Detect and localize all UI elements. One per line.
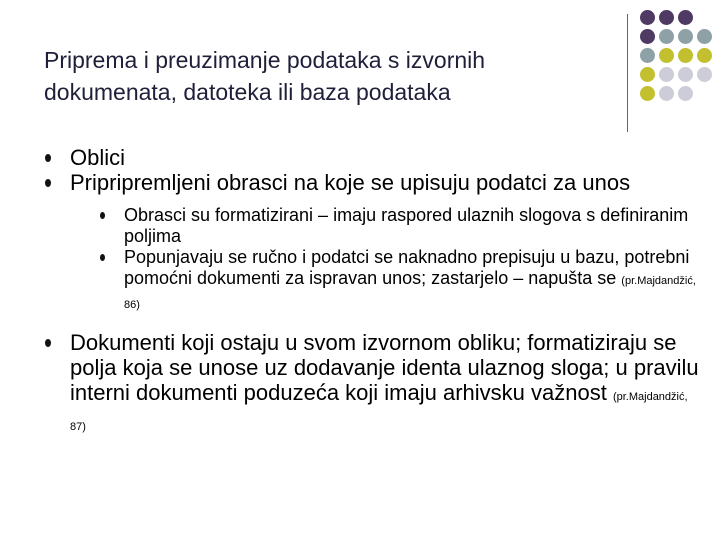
decorative-dot [678, 67, 693, 82]
decorative-dot [659, 48, 674, 63]
decorative-dot [640, 67, 655, 82]
decorative-dot [659, 67, 674, 82]
bullet-list [44, 145, 704, 440]
decorative-dot [678, 48, 693, 63]
decorative-dot [659, 29, 674, 44]
slide-title: Priprema i preuzimanje podataka s izvornih dokumenata, datoteka ili baza podataka [44, 47, 486, 105]
decorative-dot [697, 67, 712, 82]
sub-bullet-list [70, 205, 704, 316]
decorative-dot [640, 29, 655, 44]
bullet-item [44, 330, 704, 440]
sub-bullet-item [98, 247, 704, 316]
decorative-dot [640, 48, 655, 63]
decorative-dot [697, 48, 712, 63]
decorative-dot [678, 29, 693, 44]
sub-bullet-item [98, 205, 704, 247]
decorative-dot [659, 10, 674, 25]
decorative-dot [640, 10, 655, 25]
bullet-item [44, 170, 704, 316]
decorative-dot [678, 10, 693, 25]
decorative-dot-grid [640, 10, 720, 130]
bullet-text: Oblici [70, 145, 126, 170]
divider-line [627, 14, 628, 132]
bullet-item [44, 145, 704, 170]
sub-bullet-text: Popunjavaju se ručno i podatci se naknadno prepisuju u bazu, potrebni pomoćni dokumenti za ispravan unos; zastarjelo – napušta se [124, 247, 690, 288]
decorative-dot [678, 86, 693, 101]
citation: (pr.Majdandžić, 87) [70, 391, 688, 433]
sub-bullet-text: Obrasci su formatizirani – imaju raspored ulaznih slogova s definiranim poljima [124, 205, 689, 246]
decorative-dot [697, 29, 712, 44]
decorative-dot [640, 86, 655, 101]
bullet-text: Dokumenti koji ostaju u svom izvornom obliku; formatiziraju se polja koja se unose uz dodavanje identa ulaznog sloga; u pravilu interni dokumenti poduzeća koji imaju arhivsku važnost [70, 330, 699, 405]
citation: (pr.Majdandžić, 86) [124, 275, 696, 311]
bullet-text: Pripripremljeni obrasci na koje se upisuju podatci za unos [70, 170, 631, 195]
decorative-dot [659, 86, 674, 101]
